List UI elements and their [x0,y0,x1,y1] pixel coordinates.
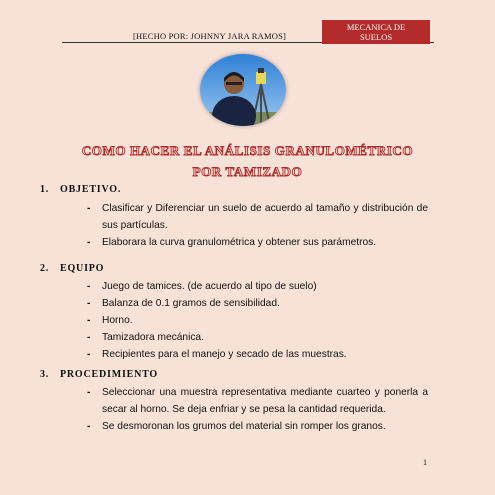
list-item-text: Balanza de 0.1 gramos de sensibilidad. [102,298,280,309]
list-item-text: Horno. [102,315,133,326]
author-photo [200,54,286,126]
document-title [60,140,435,182]
bullet-dash: - [87,298,91,309]
list-item [88,278,428,295]
section-heading-procedimiento [40,369,158,380]
author-label: [HECHO POR: JOHNNY JARA RAMOS] [133,31,287,41]
bullet-dash: - [87,281,91,292]
list-item-text: Clasificar y Diferenciar un suelo de acuerdo al tamaño y distribución de sus partículas. [102,203,428,231]
badge-line-1: MECANICA DE [346,22,406,32]
list-item [88,234,428,251]
bullet-dash: - [87,332,91,343]
section-title: OBJETIVO. [60,184,122,195]
page-number: 1 [423,458,427,467]
section-heading-equipo [40,263,104,274]
objetivo-list [88,200,428,251]
bullet-dash: - [87,203,91,214]
list-item [88,418,428,435]
list-item-text: Recipientes para el manejo y secado de las muestras. [102,349,347,360]
section-number: 3. [40,369,50,380]
title-line-2: POR TAMIZADO [192,164,303,179]
list-item [88,346,428,363]
list-item [88,295,428,312]
subject-badge [322,20,430,44]
section-number: 2. [40,263,50,274]
bullet-dash: - [87,349,91,360]
list-item [88,200,428,234]
list-item-text: Se desmoronan los grumos del material sin romper los granos. [102,421,386,432]
bullet-dash: - [87,387,91,398]
list-item [88,329,428,346]
list-item-text: Seleccionar una muestra representativa mediante cuarteo y ponerla a secar al horno. Se deja enfriar y se pesa la cantidad requerida. [102,387,428,415]
list-item-text: Juego de tamices. (de acuerdo al tipo de suelo) [102,281,317,292]
bullet-dash: - [87,421,91,432]
equipo-list [88,278,428,363]
procedimiento-list [88,384,428,435]
title-line-1: COMO HACER EL ANÁLISIS GRANULOMÉTRICO [81,143,414,158]
badge-line-2: SUELOS [359,32,393,42]
section-number: 1. [40,184,50,195]
bullet-dash: - [87,237,91,248]
bullet-dash: - [87,315,91,326]
list-item [88,384,428,418]
section-title: PROCEDIMIENTO [60,369,159,380]
section-title: EQUIPO [60,263,105,274]
list-item-text: Elaborara la curva granulométrica y obtener sus parámetros. [102,237,377,248]
list-item-text: Tamizadora mecánica. [102,332,204,343]
section-heading-objetivo [40,184,121,195]
list-item [88,312,428,329]
